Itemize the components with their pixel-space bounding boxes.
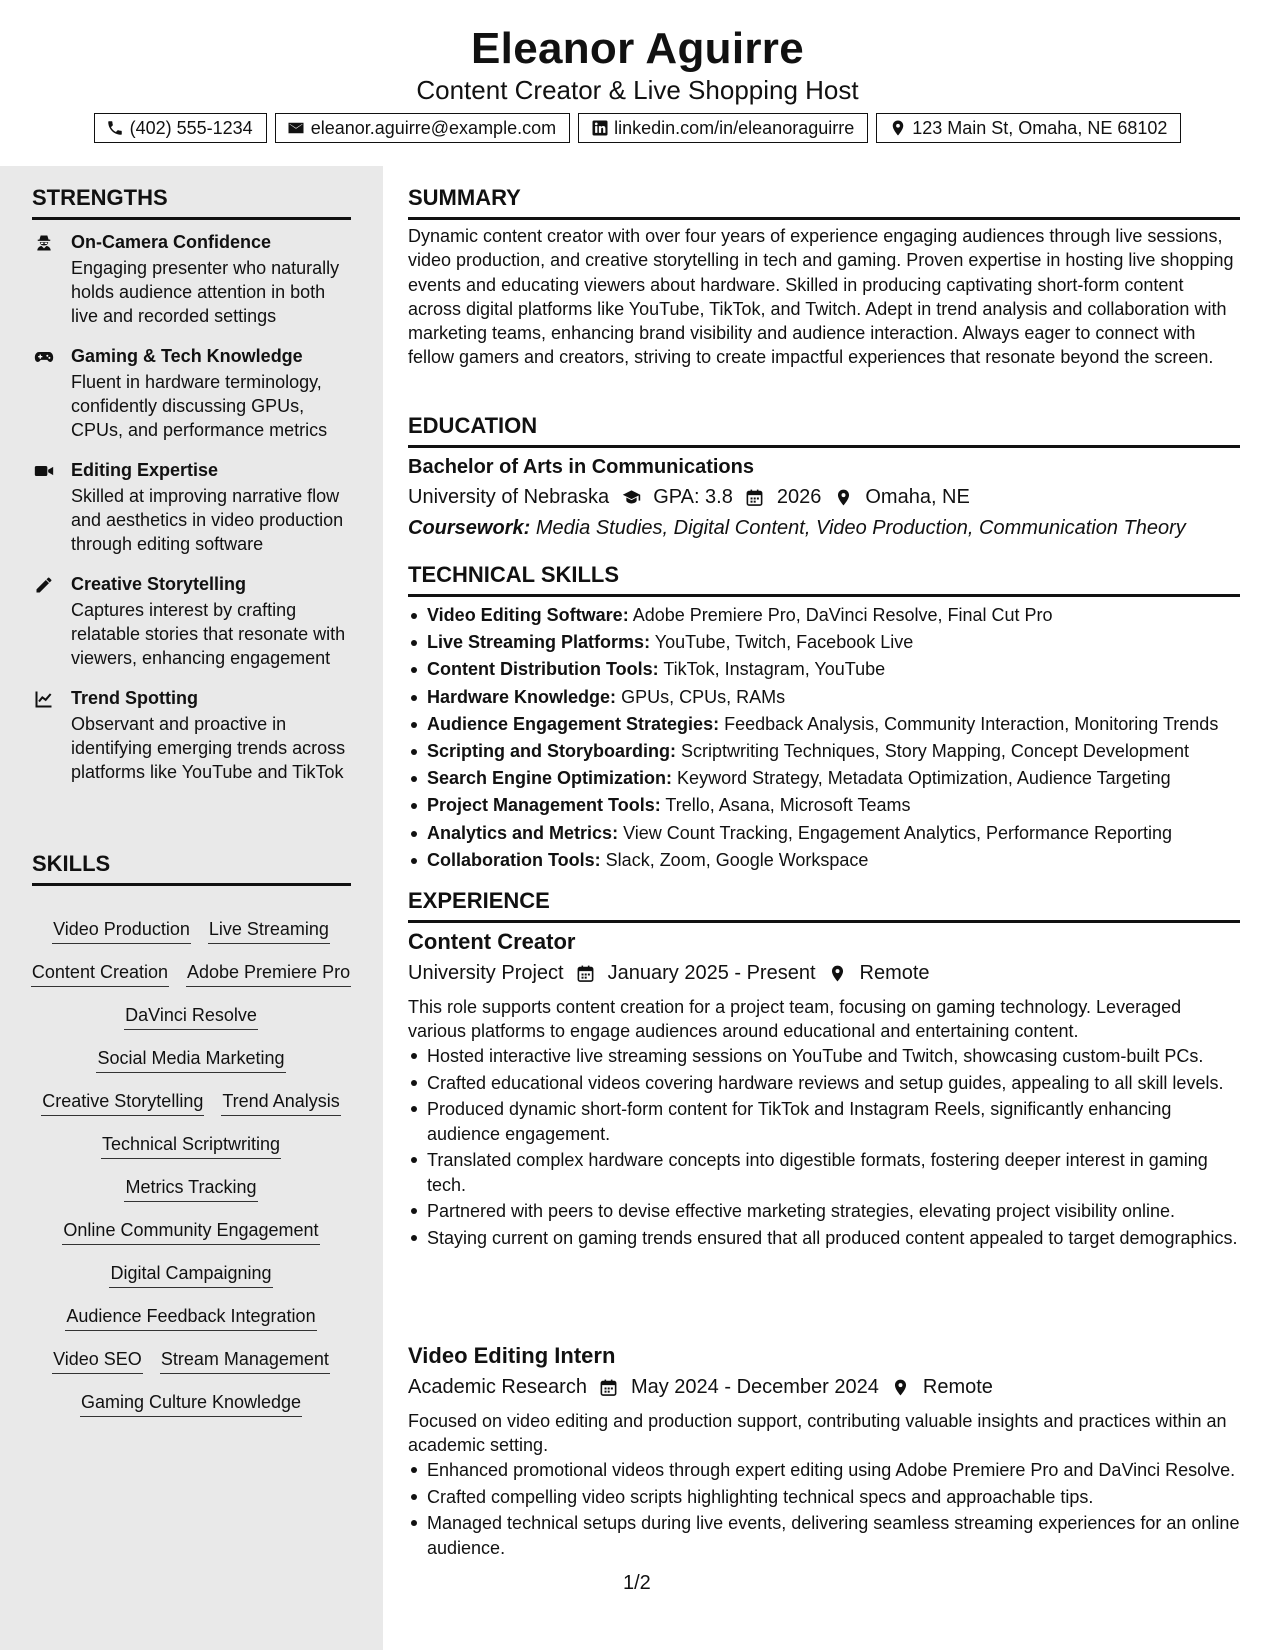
gamepad-icon — [33, 346, 55, 368]
skill-tag: Digital Campaigning — [109, 1260, 272, 1288]
skill-values: YouTube, Twitch, Facebook Live — [654, 632, 914, 653]
skill-tag: Metrics Tracking — [124, 1174, 257, 1202]
graduation-year: 2026 — [776, 486, 822, 508]
list-item — [408, 820, 1240, 847]
list-item: Produced dynamic short-form content for TikTok and Instagram Reels, significantly enhancing audience engagement. — [408, 1097, 1240, 1146]
candidate-name: Eleanor Aguirre — [471, 24, 804, 73]
strength-title: Creative Storytelling — [71, 574, 247, 594]
skill-tag: Creative Storytelling — [41, 1088, 204, 1116]
skill-values: Feedback Analysis, Community Interaction, Monitoring Trends — [724, 713, 1219, 734]
technical-skills-list — [408, 602, 1240, 874]
map-pin-icon — [828, 963, 848, 983]
user-secret-icon — [33, 232, 55, 254]
chart-line-icon — [33, 688, 55, 710]
skill-tag: Stream Management — [160, 1346, 330, 1374]
contact-address[interactable] — [876, 113, 1181, 143]
contact-email[interactable] — [275, 113, 570, 143]
resume-header — [0, 0, 1275, 166]
school-name: University of Nebraska — [408, 486, 610, 508]
skill-values: View Count Tracking, Engagement Analytics, Performance Reporting — [623, 822, 1173, 843]
skill-tag: Gaming Culture Knowledge — [80, 1389, 302, 1417]
job-dates: May 2024 - December 2024 — [630, 1376, 879, 1398]
job-description: Focused on video editing and production support, contributing valuable insights and practices within an academic setting. — [408, 1411, 1227, 1456]
job-organization: University Project — [408, 962, 564, 984]
video-camera-icon — [33, 460, 55, 482]
contact-bar — [0, 113, 1275, 143]
skill-values: Keyword Strategy, Metadata Optimization, Audience Targeting — [677, 768, 1171, 789]
linkedin-icon — [590, 119, 609, 138]
skill-tag: Technical Scriptwriting — [101, 1131, 281, 1159]
coursework — [408, 515, 1186, 541]
degree-title: Bachelor of Arts in Communications — [408, 456, 754, 478]
gpa: GPA: 3.8 — [653, 486, 733, 508]
skill-tag: Online Community Engagement — [62, 1217, 319, 1245]
skill-tag: Content Creation — [31, 959, 169, 987]
list-item: Staying current on gaming trends ensured that all produced content appealed to target demographics. — [408, 1226, 1240, 1250]
list-item: Crafted educational videos covering hardware reviews and setup guides, appealing to all skill levels. — [408, 1071, 1240, 1095]
skill-tag: Trend Analysis — [221, 1088, 340, 1116]
skill-tag: Social Media Marketing — [96, 1045, 285, 1073]
job-location: Remote — [859, 962, 930, 984]
strength-item — [32, 458, 352, 556]
strength-item — [32, 230, 352, 328]
list-item — [408, 765, 1240, 792]
skill-tag: Adobe Premiere Pro — [186, 959, 351, 987]
map-pin-icon — [891, 1377, 911, 1397]
skill-values: Slack, Zoom, Google Workspace — [605, 849, 869, 870]
contact-phone[interactable] — [94, 113, 267, 143]
skill-category: Scripting and Storyboarding: — [427, 741, 677, 762]
strength-title: Trend Spotting — [71, 688, 198, 708]
skill-category: Search Engine Optimization: — [427, 768, 673, 789]
skills-heading: SKILLS — [32, 850, 351, 886]
calendar-icon — [745, 487, 765, 507]
page-number: 1/2 — [623, 1572, 651, 1594]
strength-description: Captures interest by crafting relatable stories that resonate with viewers, enhancing engagement — [71, 600, 346, 668]
job-meta — [408, 1374, 993, 1400]
skill-category: Project Management Tools: — [427, 795, 661, 816]
job-title: Content Creator — [408, 929, 576, 954]
job-organization: Academic Research — [408, 1376, 587, 1398]
skill-tag: Live Streaming — [208, 916, 330, 944]
list-item: Crafted compelling video scripts highlighting technical specs and approachable tips. — [408, 1485, 1240, 1509]
list-item — [408, 602, 1240, 629]
skill-tag: Video SEO — [52, 1346, 143, 1374]
summary-text: Dynamic content creator with over four years of experience engaging audiences through live sessions, video production, and creative storytelling in tech and gaming. Proven expertise in hosting live shopping events and educating viewers about hardware. Skilled in producing captivating short-form content across digital platforms like YouTube, TikTok, and Twitch. Adept in trend analysis and collaboration with marketing teams, enhancing brand visibility and audience interaction. Always eager to connect with fellow gamers and creators, striving to create impactful experiences that resonate beyond the screen. — [408, 226, 1234, 368]
graduation-cap-icon — [621, 487, 641, 507]
skill-category: Hardware Knowledge: — [427, 686, 617, 707]
strength-item — [32, 686, 352, 784]
skill-values: Trello, Asana, Microsoft Teams — [665, 795, 911, 816]
job-dates: January 2025 - Present — [607, 962, 816, 984]
skill-values: GPUs, CPUs, RAMs — [621, 686, 786, 707]
list-item — [408, 738, 1240, 765]
education-heading: EDUCATION — [408, 412, 1240, 448]
sidebar — [0, 166, 383, 1650]
contact-phone-text: (402) 555-1234 — [129, 118, 253, 138]
education-meta — [408, 484, 970, 510]
list-item — [408, 792, 1240, 819]
strength-description: Observant and proactive in identifying emerging trends across platforms like YouTube and TikTok — [71, 714, 346, 782]
list-item: Partnered with peers to devise effective marketing strategies, elevating project visibility online. — [408, 1199, 1240, 1223]
job-bullets — [408, 1044, 1240, 1253]
skill-tag: DaVinci Resolve — [124, 1002, 258, 1030]
skill-tag: Video Production — [52, 916, 191, 944]
coursework-label: Coursework: — [408, 517, 531, 539]
map-pin-icon — [833, 487, 853, 507]
contact-linkedin-text: linkedin.com/in/eleanoraguirre — [614, 118, 855, 138]
calendar-icon — [576, 963, 596, 983]
list-item: Managed technical setups during live events, delivering seamless streaming experiences for an online audience. — [408, 1511, 1240, 1560]
list-item — [408, 629, 1240, 656]
strengths-heading: STRENGTHS — [32, 184, 351, 220]
technical-skills-heading: TECHNICAL SKILLS — [408, 561, 1240, 597]
list-item: Translated complex hardware concepts into digestible formats, fostering deeper interest in gaming tech. — [408, 1148, 1240, 1197]
contact-linkedin[interactable] — [578, 113, 868, 143]
strength-description: Fluent in hardware terminology, confidently discussing GPUs, CPUs, and performance metrics — [71, 372, 328, 440]
map-pin-icon — [888, 119, 907, 138]
phone-icon — [106, 119, 125, 138]
skill-category: Live Streaming Platforms: — [427, 632, 651, 653]
contact-address-text: 123 Main St, Omaha, NE 68102 — [912, 118, 1168, 138]
strength-item — [32, 344, 352, 442]
strength-description: Skilled at improving narrative flow and aesthetics in video production through editing software — [71, 486, 344, 554]
strength-description: Engaging presenter who naturally holds audience attention in both live and recorded settings — [71, 258, 340, 326]
school-location: Omaha, NE — [865, 486, 970, 508]
job-meta — [408, 960, 930, 986]
envelope-icon — [287, 119, 306, 138]
skill-category: Collaboration Tools: — [427, 849, 601, 870]
list-item — [408, 711, 1240, 738]
strength-title: Gaming & Tech Knowledge — [71, 346, 303, 366]
candidate-title: Content Creator & Live Shopping Host — [416, 75, 859, 105]
skill-values: Adobe Premiere Pro, DaVinci Resolve, Final Cut Pro — [632, 605, 1053, 625]
experience-heading: EXPERIENCE — [408, 887, 1240, 923]
strengths-list — [32, 230, 352, 800]
skill-tag: Audience Feedback Integration — [65, 1303, 316, 1331]
skill-values: Scriptwriting Techniques, Story Mapping, Concept Development — [681, 741, 1189, 762]
list-item — [408, 684, 1240, 711]
job-description: This role supports content creation for a project team, focusing on gaming technology. Leveraged various platforms to engage audiences around educational and entertaining content. — [408, 997, 1182, 1042]
strength-title: Editing Expertise — [71, 460, 219, 480]
skill-category: Audience Engagement Strategies: — [427, 713, 720, 734]
job-location: Remote — [922, 1376, 993, 1398]
calendar-icon — [599, 1377, 619, 1397]
list-item: Hosted interactive live streaming sessions on YouTube and Twitch, showcasing custom-built PCs. — [408, 1044, 1240, 1068]
contact-email-text: eleanor.aguirre@example.com — [310, 118, 557, 138]
list-item — [408, 847, 1240, 874]
summary-heading: SUMMARY — [408, 184, 1240, 220]
skills-tag-cloud — [30, 916, 352, 1417]
coursework-list: Media Studies, Digital Content, Video Production, Communication Theory — [535, 517, 1186, 539]
list-item: Enhanced promotional videos through expert editing using Adobe Premiere Pro and DaVinci Resolve. — [408, 1458, 1240, 1482]
skill-category: Analytics and Metrics: — [427, 822, 619, 843]
strength-title: On-Camera Confidence — [71, 232, 272, 252]
skill-category: Video Editing Software: — [427, 605, 629, 625]
skill-values: TikTok, Instagram, YouTube — [663, 659, 886, 680]
strength-item — [32, 572, 352, 670]
list-item — [408, 656, 1240, 683]
skill-category: Content Distribution Tools: — [427, 659, 659, 680]
job-title: Video Editing Intern — [408, 1343, 616, 1368]
job-bullets — [408, 1458, 1240, 1562]
pencil-icon — [33, 574, 55, 596]
